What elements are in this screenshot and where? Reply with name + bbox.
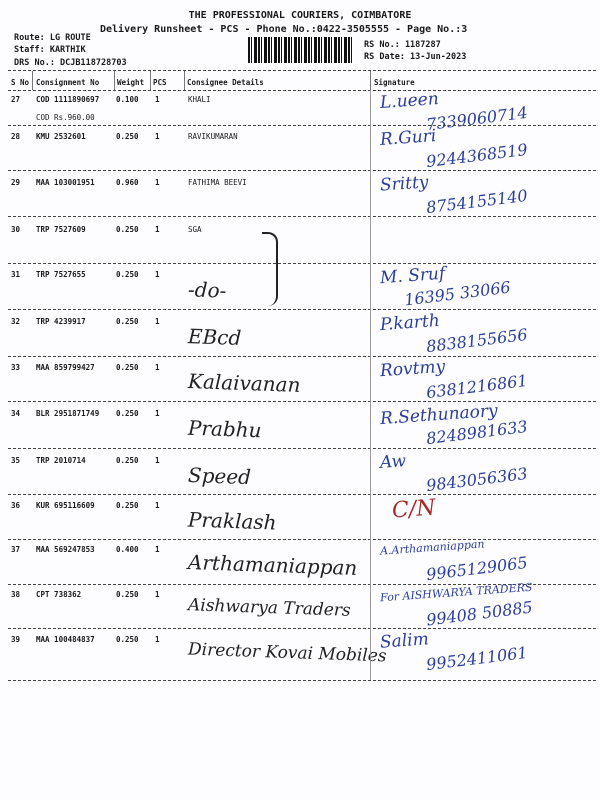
row-signature: Salim <box>379 629 430 653</box>
signature-column-divider <box>370 90 371 680</box>
company-name: THE PROFESSIONAL COURIERS, COIMBATORE <box>188 10 412 21</box>
row-signature: P.karth <box>379 310 441 336</box>
row-signature: L.ueen <box>379 88 440 114</box>
runsheet-title: Delivery Runsheet - PCS - Phone No.:0422-3505555 - Page No.:3 <box>100 24 468 35</box>
row-divider <box>8 494 596 495</box>
row-phone-handwritten: 8754155140 <box>425 185 529 218</box>
row-pcs: 1 <box>155 363 160 372</box>
row-serial-number: 32 <box>11 317 21 326</box>
handwritten-bracket-mark <box>262 232 278 306</box>
column-divider <box>370 71 371 90</box>
row-consignee-name: RAVIKUMARAN <box>188 132 238 141</box>
row-pcs: 1 <box>155 178 160 187</box>
column-header-sno: S No <box>11 78 30 87</box>
row-weight: 0.250 <box>116 270 139 279</box>
row-signature: R.Guri <box>379 126 437 150</box>
row-weight: 0.250 <box>116 501 139 510</box>
row-serial-number: 33 <box>11 363 21 372</box>
drs-number: DRS No.: DCJB118728703 <box>14 58 127 68</box>
row-pcs: 1 <box>155 270 160 279</box>
row-consignee-handwritten: EBcd <box>187 324 242 350</box>
row-consignment-number: TRP 7527655 <box>36 270 86 279</box>
row-divider <box>8 170 596 171</box>
route-label: Route: LG ROUTE <box>14 33 91 43</box>
row-phone-handwritten: 7339060714 <box>425 102 529 135</box>
row-serial-number: 30 <box>11 225 21 234</box>
row-cod-amount: COD Rs.960.00 <box>36 113 95 122</box>
column-divider <box>32 71 33 90</box>
row-serial-number: 36 <box>11 501 21 510</box>
row-consignment-number: MAA 103001951 <box>36 178 95 187</box>
row-weight: 0.250 <box>116 225 139 234</box>
rs-date: RS Date: 13-Jun-2023 <box>364 52 467 62</box>
row-pcs: 1 <box>155 590 160 599</box>
column-divider <box>114 71 115 90</box>
column-header-weight: Weight <box>117 78 145 87</box>
row-consignment-number: KUR 695116609 <box>36 501 95 510</box>
row-signature: A.Arthamaniappan <box>379 537 485 558</box>
row-signature: Rovtmy <box>379 356 446 382</box>
row-signature: Sritty <box>379 172 430 196</box>
row-phone-handwritten: 8248981633 <box>425 416 529 449</box>
staff-label: Staff: KARTHIK <box>14 45 86 55</box>
row-consignee-handwritten: -do- <box>187 277 227 303</box>
row-serial-number: 38 <box>11 590 21 599</box>
rs-number: RS No.: 1187287 <box>364 40 441 50</box>
row-consignee-handwritten: Director Kovai Mobiles <box>187 639 387 667</box>
row-divider <box>8 448 596 449</box>
row-divider <box>8 125 596 126</box>
row-divider <box>8 263 596 264</box>
row-pcs: 1 <box>155 317 160 326</box>
row-serial-number: 34 <box>11 409 21 418</box>
row-signature: C/N <box>391 495 437 524</box>
row-phone-handwritten: 9244368519 <box>425 139 529 172</box>
row-consignee-handwritten: Aishwarya Traders <box>187 595 352 621</box>
row-consignee-name: SGA <box>188 225 202 234</box>
row-consignee-handwritten: Kalaivanan <box>187 369 301 397</box>
row-phone-handwritten: 8838155656 <box>425 324 529 357</box>
row-consignment-number: MAA 100484837 <box>36 635 95 644</box>
row-consignee-handwritten: Speed <box>187 462 252 490</box>
row-consignee-handwritten: Praklash <box>187 507 277 535</box>
row-weight: 0.100 <box>116 95 139 104</box>
column-header-consignee: Consignee Details <box>187 78 264 87</box>
row-consignment-number: BLR 2951871749 <box>36 409 100 418</box>
row-weight: 0.250 <box>116 635 139 644</box>
row-divider <box>8 356 596 357</box>
row-phone-handwritten: 9952411061 <box>425 642 529 675</box>
row-weight: 0.960 <box>116 178 139 187</box>
row-pcs: 1 <box>155 635 160 644</box>
divider <box>8 90 596 91</box>
row-signature: Aw <box>379 451 407 473</box>
row-consignment-number: MAA 569247853 <box>36 545 95 554</box>
row-weight: 0.250 <box>116 456 139 465</box>
row-signature: R.Sethunaory <box>379 400 499 430</box>
row-serial-number: 29 <box>11 178 21 187</box>
row-signature: M. Sruf <box>379 263 446 289</box>
row-divider <box>8 539 596 540</box>
column-divider <box>150 71 151 90</box>
row-consignee-name: KHALI <box>188 95 211 104</box>
row-phone-handwritten: 6381216861 <box>425 370 529 403</box>
row-serial-number: 39 <box>11 635 21 644</box>
row-consignment-number: MAA 859799427 <box>36 363 95 372</box>
row-consignment-number: KMU 2532601 <box>36 132 86 141</box>
column-header-pcs: PCS <box>153 78 167 87</box>
row-divider <box>8 216 596 217</box>
row-consignment-number: TRP 7527609 <box>36 225 86 234</box>
row-serial-number: 37 <box>11 545 21 554</box>
row-signature: For AISHWARYA TRADERS <box>379 580 533 605</box>
row-divider <box>8 680 596 681</box>
row-weight: 0.250 <box>116 317 139 326</box>
row-weight: 0.250 <box>116 590 139 599</box>
row-weight: 0.250 <box>116 132 139 141</box>
row-pcs: 1 <box>155 132 160 141</box>
row-pcs: 1 <box>155 501 160 510</box>
column-divider <box>184 71 185 90</box>
row-serial-number: 28 <box>11 132 21 141</box>
row-weight: 0.250 <box>116 363 139 372</box>
row-phone-handwritten: 99408 50885 <box>425 597 534 630</box>
row-serial-number: 27 <box>11 95 21 104</box>
row-consignee-handwritten: Arthamaniappan <box>187 550 358 580</box>
row-pcs: 1 <box>155 225 160 234</box>
row-serial-number: 31 <box>11 270 21 279</box>
row-weight: 0.250 <box>116 409 139 418</box>
row-consignment-number: CPT 738362 <box>36 590 82 599</box>
row-divider <box>8 401 596 402</box>
row-consignment-number: TRP 2010714 <box>36 456 86 465</box>
row-pcs: 1 <box>155 95 160 104</box>
row-divider <box>8 309 596 310</box>
divider <box>8 70 596 71</box>
row-weight: 0.400 <box>116 545 139 554</box>
row-divider <box>8 628 596 629</box>
row-serial-number: 35 <box>11 456 21 465</box>
row-consignment-number: COD 1111890697 <box>36 95 100 104</box>
row-consignee-handwritten: Prabhu <box>187 415 262 443</box>
barcode-image <box>248 37 354 63</box>
column-header-consignment: Consignment No <box>36 78 100 87</box>
row-pcs: 1 <box>155 456 160 465</box>
row-consignee-name: FATHIMA BEEVI <box>188 178 247 187</box>
column-header-signature: Signature <box>374 78 415 87</box>
row-phone-handwritten: 9965129065 <box>425 552 529 585</box>
row-phone-handwritten: 9843056363 <box>425 463 529 496</box>
row-pcs: 1 <box>155 409 160 418</box>
row-phone-handwritten: 16395 33066 <box>403 277 512 310</box>
row-pcs: 1 <box>155 545 160 554</box>
row-consignment-number: TRP 4239917 <box>36 317 86 326</box>
